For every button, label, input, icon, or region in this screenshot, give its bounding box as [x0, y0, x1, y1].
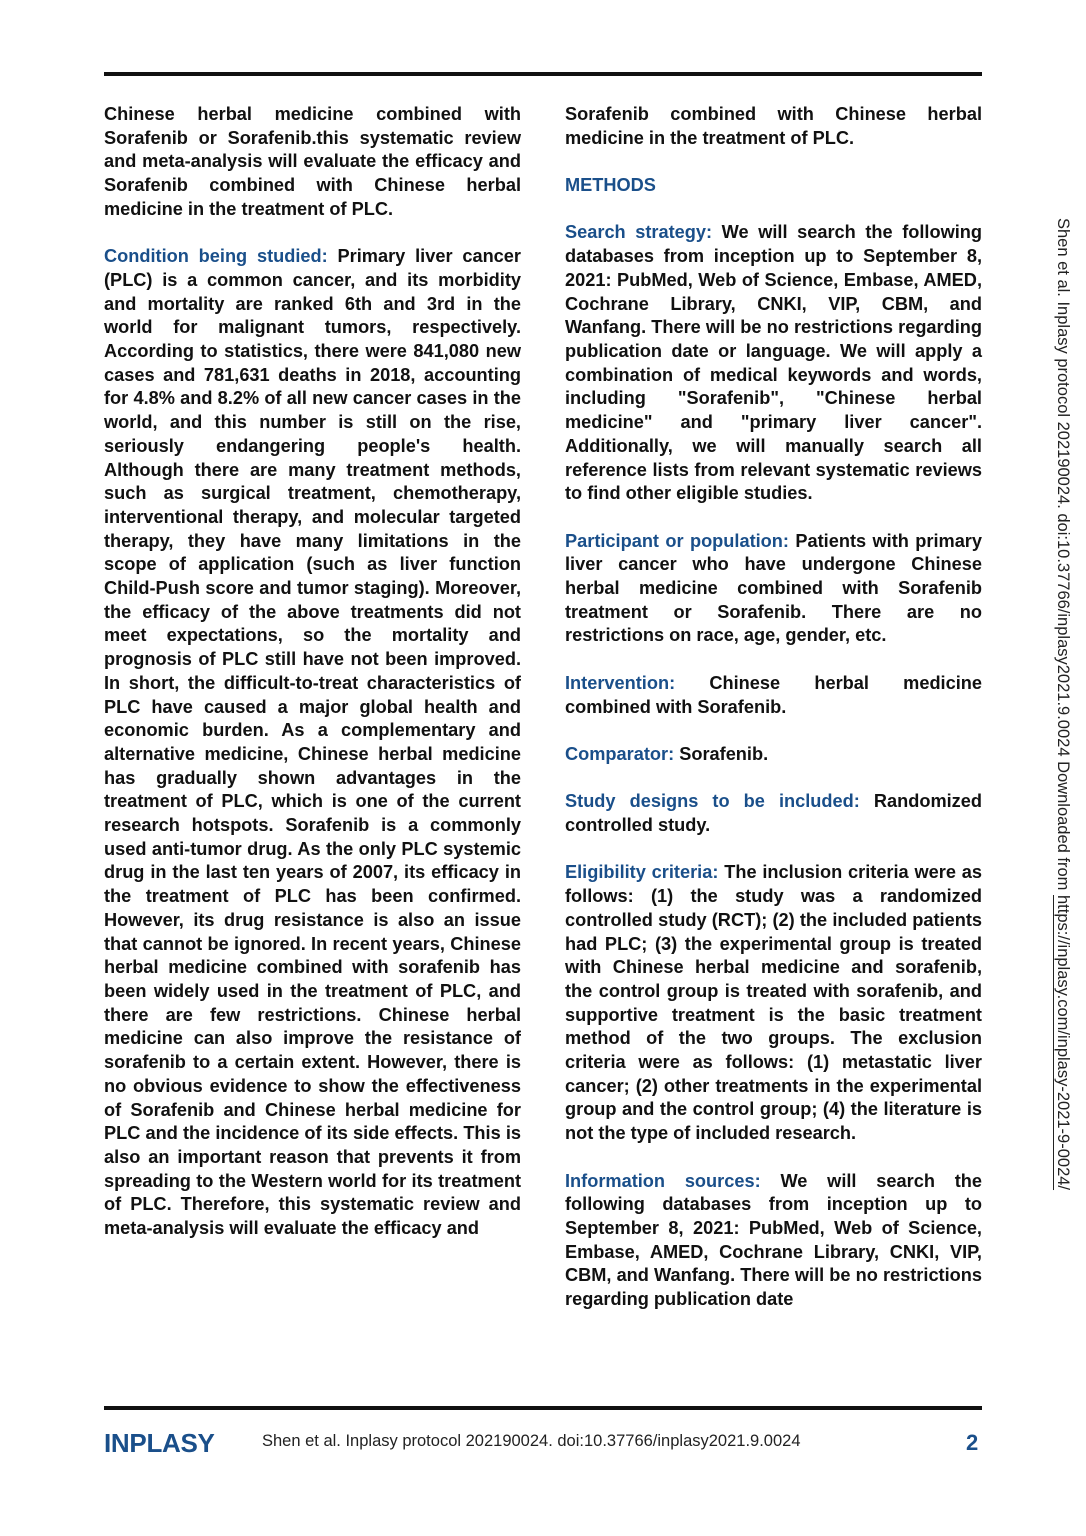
header-rule [104, 72, 982, 76]
condition-label: Condition being studied: [104, 246, 328, 267]
footer-citation: Shen et al. Inplasy protocol 202190024. doi:10.37766/inplasy2021.9.0024 [262, 1432, 801, 1450]
information-sources-section [565, 1170, 982, 1312]
condition-section [104, 245, 521, 1241]
comparator-text: Sorafenib. [679, 743, 769, 764]
participant-label: Participant or population: [565, 530, 789, 551]
participant-text: Patients with primary liver cancer who have undergone Chinese herbal medicine combined with Sorafenib treatment or Sorafenib. There are no restrictions on race, age, gender, etc. [565, 530, 983, 646]
search-strategy-text: We will search the following databases from inception up to September 8, 2021: PubMed, Web of Science, Embase, AMED, Cochrane Library, CNKI, VIP, CBM, and Wanfang. There will be no restrictions regarding publication date or language. We will apply a combination of medical keywords and words, including "Sorafenib", "Chinese herbal medicine" and "primary liver cancer". Additionally, we will manually search all reference lists from relevant systematic reviews to find other eligible studies. [565, 222, 982, 504]
eligibility-section [565, 861, 982, 1145]
study-designs-label: Study designs to be included: [565, 791, 860, 812]
study-designs-text: Randomized controlled study. [565, 791, 982, 835]
intervention-section [565, 672, 982, 719]
side-note-text: Shen et al. Inplasy protocol 202190024. doi:10.37766/inplasy2021.9.0024 Downloaded from [1054, 218, 1072, 895]
intro-continuation-right: Sorafenib combined with Chinese herbal medicine in the treatment of PLC. [565, 104, 982, 148]
intro-continuation: Chinese herbal medicine combined with Sorafenib or Sorafenib.this systematic review and meta-analysis will evaluate the efficacy and Sorafenib combined with Chinese herbal medicine in the treatment of PLC. [104, 104, 521, 219]
information-sources-text: We will search the following databases from inception up to September 8, 2021: PubMed, Web of Science, Embase, AMED, Cochrane Library, CNKI, VIP, CBM, and Wanfang. There will be no restrictions regarding publication date [565, 1170, 982, 1310]
information-sources-label: Information sources: [565, 1170, 761, 1191]
participant-section [565, 530, 982, 649]
methods-heading: METHODS [565, 175, 656, 196]
left-column [104, 103, 521, 1264]
condition-text: Primary liver cancer (PLC) is a common cancer, and its morbidity and mortality are ranked 6th and 3rd in the world for malignant tumors, respectively. According to statistics, there were 841,080 new cases and 781,631 deaths in 2018, accounting for 4.8% and 8.2% of all new cancer cases in the world, and this number is still on the rise, seriously endangering people's health. Although there are many treatment methods, such as surgical treatment, chemotherapy, interventional therapy, and molecular targeted therapy, they have many limitations in the scope of application (such as liver function Child-Push score and tumor staging). Moreover, the efficacy of the above treatments did not meet expectations, so the mortality and prognosis of PLC still have not been improved. In short, the difficult-to-treat characteristics of PLC have caused a major global health and economic burden. As a complementary and alternative medicine, Chinese herbal medicine has gradually shown advantages in the treatment of PLC, which is one of the current research hotspots. Sorafenib is a commonly used anti-tumor drug. As the only PLC systemic drug in the last ten years of 2007, its efficacy in the treatment of PLC has been confirmed. However, its drug resistance is also an issue that cannot be ignored. In recent years, Chinese herbal medicine combined with sorafenib has been widely used in the treatment of PLC, and there are few restrictions. Chinese herbal medicine can also improve the resistance of sorafenib to a certain extent. However, there is no obvious evidence to show the effectiveness of Sorafenib and Chinese herbal medicine for PLC and the incidence of its side effects. This is also an important reason that prevents it from spreading to the Western world for its treatment of PLC. Therefore, this systematic review and meta-analysis will evaluate the efficacy and [104, 246, 521, 1239]
side-note-link[interactable]: https://inplasy.com/inplasy-2021-9-0024/ [1054, 895, 1072, 1191]
side-download-note [1052, 218, 1074, 1318]
intervention-text: Chinese herbal medicine combined with Sorafenib. [565, 672, 982, 717]
comparator-section [565, 743, 982, 767]
search-strategy-section [565, 221, 982, 505]
footer-brand-logo: INPLASY [104, 1428, 215, 1458]
right-column [565, 103, 982, 1335]
eligibility-text: The inclusion criteria were as follows: (1) the study was a randomized controlled study (RCT); (2) the included patients had PLC; (3) the experimental group is treated with Chinese herbal medicine and sorafenib, the control group is treated with sorafenib, and supportive treatment is the basic treatment method of the two groups. The exclusion criteria were as follows: (1) metastatic liver cancer; (2) other treatments in the experimental group and the control group; (4) the literature is not the type of included research. [565, 862, 982, 1144]
study-designs-section [565, 790, 982, 837]
page-number: 2 [966, 1430, 979, 1455]
search-strategy-label: Search strategy: [565, 222, 713, 243]
comparator-label: Comparator: [565, 743, 675, 764]
footer-rule [104, 1406, 982, 1410]
eligibility-label: Eligibility criteria: [565, 862, 719, 883]
intervention-label: Intervention: [565, 672, 676, 693]
